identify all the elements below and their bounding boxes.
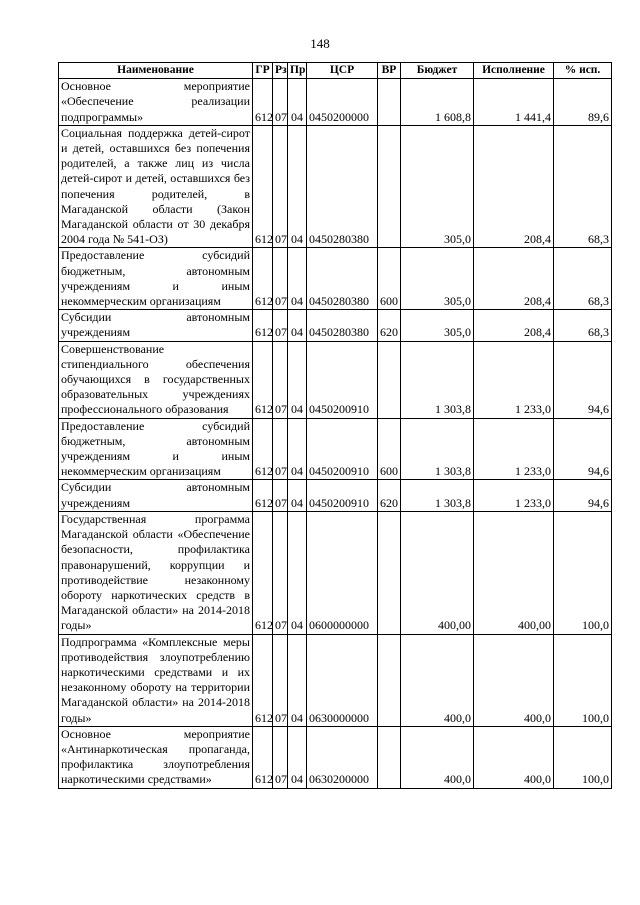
row-rz: 07	[273, 341, 288, 418]
row-csr: 0450200910	[307, 418, 378, 480]
row-vr	[378, 341, 401, 418]
row-vr: 600	[378, 248, 401, 310]
row-name: Основное мероприятие «Антинаркотическая пропаганда, профилактика злоупотребления наркотическими средствами»	[59, 726, 253, 788]
row-vr	[378, 511, 401, 634]
row-gr: 612	[253, 79, 273, 126]
row-vr: 620	[378, 480, 401, 511]
row-csr: 0450280380	[307, 310, 378, 341]
row-execution: 208,4	[474, 248, 554, 310]
table-row	[59, 79, 612, 126]
row-pr: 04	[288, 634, 307, 726]
row-rz: 07	[273, 634, 288, 726]
row-rz: 07	[273, 248, 288, 310]
col-header-pr: Пр	[288, 63, 307, 79]
row-name: Предоставление субсидий бюджетным, автономным учреждениям и иным некоммерческим организациям	[59, 418, 253, 480]
row-execution: 1 233,0	[474, 480, 554, 511]
row-rz: 07	[273, 310, 288, 341]
page-number: 148	[310, 36, 330, 51]
row-csr: 0450280380	[307, 125, 378, 248]
row-execution: 208,4	[474, 310, 554, 341]
table-row	[59, 634, 612, 726]
row-csr: 0450200000	[307, 79, 378, 126]
col-header-name: Наименование	[59, 63, 253, 79]
row-budget: 305,0	[401, 248, 474, 310]
row-rz: 07	[273, 726, 288, 788]
row-pr: 04	[288, 480, 307, 511]
row-execution: 208,4	[474, 125, 554, 248]
row-pr: 04	[288, 418, 307, 480]
row-execution: 1 441,4	[474, 79, 554, 126]
col-header-vr: ВР	[378, 63, 401, 79]
row-percent: 94,6	[554, 341, 612, 418]
row-budget: 400,00	[401, 511, 474, 634]
table-row	[59, 310, 612, 341]
row-csr: 0630000000	[307, 634, 378, 726]
row-budget: 1 303,8	[401, 418, 474, 480]
row-budget: 305,0	[401, 125, 474, 248]
row-gr: 612	[253, 248, 273, 310]
row-budget: 1 608,8	[401, 79, 474, 126]
row-vr	[378, 726, 401, 788]
row-name: Совершенствование стипендиального обеспечения обучающихся в государственных образовательных учреждениях профессионального образования	[59, 341, 253, 418]
row-budget: 1 303,8	[401, 341, 474, 418]
row-name: Социальная поддержка детей-сирот и детей, оставшихся без попечения родителей, а также лиц из числа детей-сирот и детей, оставшихся без попечения родителей, в Магаданской области (Закон Магаданской области от 30 декабря 2004 года № 541-ОЗ)	[59, 125, 253, 248]
row-percent: 89,6	[554, 79, 612, 126]
col-header-rz: Рз	[273, 63, 288, 79]
row-vr	[378, 79, 401, 126]
row-rz: 07	[273, 480, 288, 511]
row-name: Предоставление субсидий бюджетным, автономным учреждениям и иным некоммерческим организациям	[59, 248, 253, 310]
row-name: Государственная программа Магаданской области «Обеспечение безопасности, профилактика правонарушений, коррупции и противодействие незаконному обороту наркотических средств в Магаданской области» на 2014-2018 годы»	[59, 511, 253, 634]
row-gr: 612	[253, 125, 273, 248]
col-header-execution: Исполнение	[474, 63, 554, 79]
row-rz: 07	[273, 125, 288, 248]
row-rz: 07	[273, 79, 288, 126]
row-pr: 04	[288, 511, 307, 634]
table-row	[59, 511, 612, 634]
row-name: Основное мероприятие «Обеспечение реализации подпрограммы»	[59, 79, 253, 126]
row-vr: 620	[378, 310, 401, 341]
table-row	[59, 341, 612, 418]
row-csr: 0450280380	[307, 248, 378, 310]
header-row	[59, 63, 612, 79]
row-execution: 400,0	[474, 726, 554, 788]
row-pr: 04	[288, 341, 307, 418]
row-csr: 0450200910	[307, 480, 378, 511]
row-rz: 07	[273, 418, 288, 480]
row-pr: 04	[288, 248, 307, 310]
row-name: Субсидии автономным учреждениям	[59, 480, 253, 511]
row-percent: 100,0	[554, 511, 612, 634]
row-execution: 1 233,0	[474, 418, 554, 480]
row-pr: 04	[288, 726, 307, 788]
row-percent: 68,3	[554, 248, 612, 310]
row-vr	[378, 634, 401, 726]
row-gr: 612	[253, 418, 273, 480]
row-pr: 04	[288, 310, 307, 341]
col-header-gr: ГР	[253, 63, 273, 79]
row-pr: 04	[288, 79, 307, 126]
col-header-percent: % исп.	[554, 63, 612, 79]
row-pr: 04	[288, 125, 307, 248]
row-vr	[378, 125, 401, 248]
row-percent: 94,6	[554, 480, 612, 511]
row-gr: 612	[253, 480, 273, 511]
table-row	[59, 480, 612, 511]
row-name: Подпрограмма «Комплексные меры противодействия злоупотреблению наркотическими средствами и их незаконному обороту на территории Магаданской области» на 2014-2018 годы»	[59, 634, 253, 726]
row-percent: 100,0	[554, 634, 612, 726]
row-execution: 400,0	[474, 634, 554, 726]
table-row	[59, 418, 612, 480]
row-percent: 68,3	[554, 125, 612, 248]
row-budget: 400,0	[401, 726, 474, 788]
row-budget: 1 303,8	[401, 480, 474, 511]
row-percent: 68,3	[554, 310, 612, 341]
row-gr: 612	[253, 310, 273, 341]
col-header-budget: Бюджет	[401, 63, 474, 79]
row-gr: 612	[253, 511, 273, 634]
row-budget: 400,0	[401, 634, 474, 726]
row-vr: 600	[378, 418, 401, 480]
row-gr: 612	[253, 341, 273, 418]
row-execution: 400,00	[474, 511, 554, 634]
row-csr: 0600000000	[307, 511, 378, 634]
row-csr: 0450200910	[307, 341, 378, 418]
row-gr: 612	[253, 726, 273, 788]
table-row	[59, 726, 612, 788]
row-gr: 612	[253, 634, 273, 726]
table-row	[59, 248, 612, 310]
row-csr: 0630200000	[307, 726, 378, 788]
col-header-csr: ЦСР	[307, 63, 378, 79]
row-percent: 94,6	[554, 418, 612, 480]
table-row	[59, 125, 612, 248]
row-rz: 07	[273, 511, 288, 634]
row-name: Субсидии автономным учреждениям	[59, 310, 253, 341]
row-budget: 305,0	[401, 310, 474, 341]
row-percent: 100,0	[554, 726, 612, 788]
row-execution: 1 233,0	[474, 341, 554, 418]
budget-table	[58, 62, 612, 789]
